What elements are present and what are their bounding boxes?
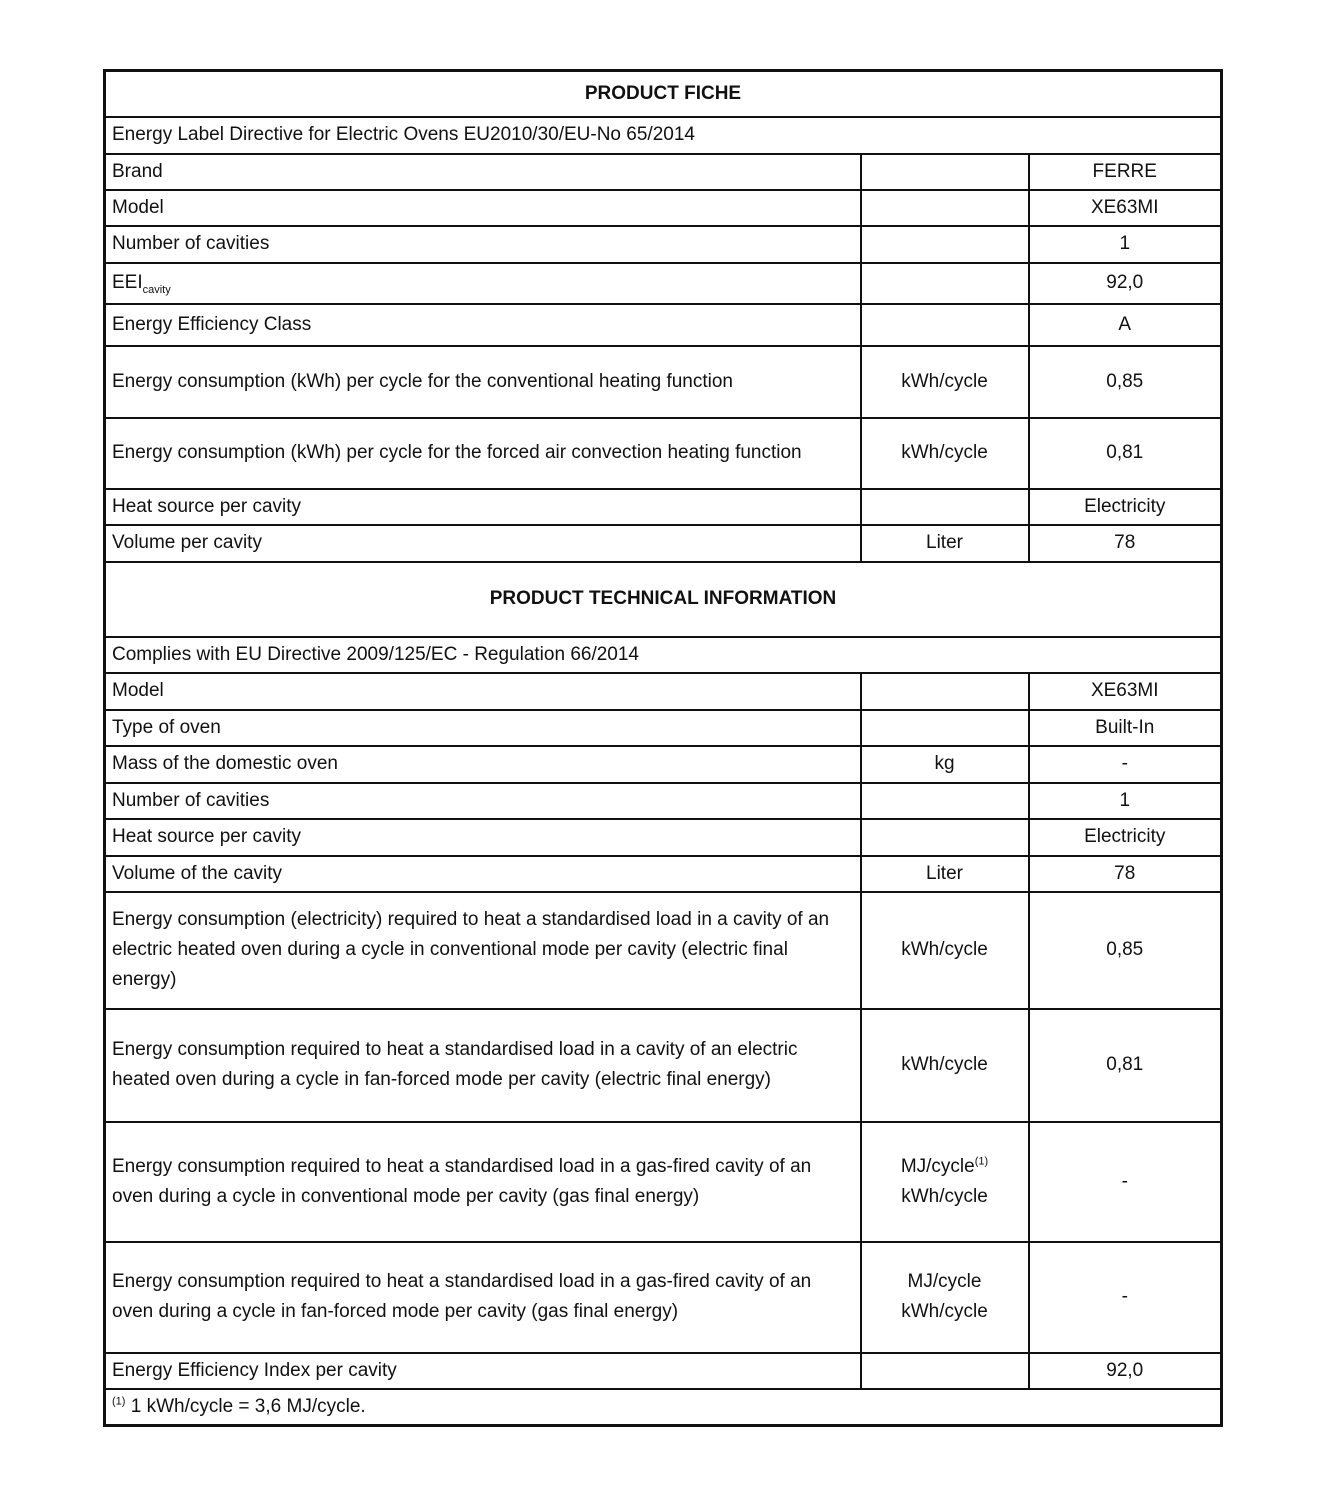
row-unit: kWh/cycle [861, 418, 1029, 489]
footnote-text: 1 kWh/cycle = 3,6 MJ/cycle. [130, 1395, 366, 1417]
table-row [105, 154, 1222, 190]
energy-label-directive: Energy Label Directive for Electric Ovens EU2010/30/EU-No 65/2014 [105, 117, 1222, 154]
row-label: Volume of the cavity [105, 856, 861, 892]
table-row [105, 1353, 1222, 1389]
table-row [105, 346, 1222, 418]
row-label: Model [105, 190, 861, 226]
row-unit [861, 783, 1029, 819]
row-unit: kWh/cycle [861, 1009, 1029, 1122]
row-unit [861, 673, 1029, 710]
table-row [105, 819, 1222, 856]
row-label: Model [105, 673, 861, 710]
row-value: - [1029, 746, 1222, 783]
row-value: 0,85 [1029, 346, 1222, 418]
footnote-ref: (1) [974, 1155, 989, 1168]
table-row [105, 226, 1222, 263]
table-row [105, 1242, 1222, 1353]
row-unit [861, 1122, 1029, 1242]
table-row [105, 190, 1222, 226]
eei-label: EEI [112, 272, 143, 293]
product-fiche-table [103, 69, 1223, 1427]
row-value: 1 [1029, 226, 1222, 263]
row-unit [861, 819, 1029, 856]
row-unit [861, 190, 1029, 226]
row-unit: Liter [861, 525, 1029, 562]
table-row [105, 783, 1222, 819]
unit-mj: MJ/cycle [900, 1155, 975, 1177]
table-row [105, 892, 1222, 1009]
row-label: Number of cavities [105, 226, 861, 263]
row-unit [861, 710, 1029, 746]
row-value: 78 [1029, 856, 1222, 892]
row-value: 0,81 [1029, 418, 1222, 489]
row-unit [861, 263, 1029, 304]
ecodesign-directive: Complies with EU Directive 2009/125/EC - Regulation 66/2014 [105, 637, 1222, 673]
product-fiche-title: PRODUCT FICHE [105, 71, 1222, 117]
technical-information-title: PRODUCT TECHNICAL INFORMATION [105, 562, 1222, 637]
row-label [105, 263, 861, 304]
row-value: A [1029, 304, 1222, 346]
table-row [105, 673, 1222, 710]
row-label: Energy consumption (electricity) required to heat a standardised load in a cavity of an electric heated oven during a cycle in conventional mode per cavity (electric final energy) [105, 892, 861, 1009]
row-value: - [1029, 1242, 1222, 1353]
row-unit [861, 489, 1029, 525]
table-row [105, 525, 1222, 562]
row-value: 92,0 [1029, 263, 1222, 304]
row-unit: kWh/cycle [861, 892, 1029, 1009]
row-unit [861, 1353, 1029, 1389]
row-label: Energy consumption required to heat a standardised load in a gas-fired cavity of an oven during a cycle in fan-forced mode per cavity (gas final energy) [105, 1242, 861, 1353]
row-value: Built-In [1029, 710, 1222, 746]
table-row [105, 1009, 1222, 1122]
row-value: Electricity [1029, 489, 1222, 525]
unit-line-2: kWh/cycle [901, 1185, 988, 1207]
row-label: Heat source per cavity [105, 819, 861, 856]
row-label: Mass of the domestic oven [105, 746, 861, 783]
row-unit [861, 1242, 1029, 1353]
row-unit: kWh/cycle [861, 346, 1029, 418]
row-label: Type of oven [105, 710, 861, 746]
row-value: 78 [1029, 525, 1222, 562]
table-row [105, 1122, 1222, 1242]
row-value: 92,0 [1029, 1353, 1222, 1389]
row-label: Energy consumption (kWh) per cycle for the conventional heating function [105, 346, 861, 418]
row-unit [861, 226, 1029, 263]
row-unit: kg [861, 746, 1029, 783]
row-label: Energy consumption required to heat a standardised load in a cavity of an electric heated oven during a cycle in fan-forced mode per cavity (electric final energy) [105, 1009, 861, 1122]
row-label: Volume per cavity [105, 525, 861, 562]
row-value: FERRE [1029, 154, 1222, 190]
table-row [105, 304, 1222, 346]
footnote [105, 1389, 1222, 1426]
row-value: 0,85 [1029, 892, 1222, 1009]
unit-line-1 [868, 1152, 1022, 1182]
table-row [105, 746, 1222, 783]
table-row [105, 489, 1222, 525]
row-value: - [1029, 1122, 1222, 1242]
row-unit [861, 304, 1029, 346]
row-value: Electricity [1029, 819, 1222, 856]
row-unit: Liter [861, 856, 1029, 892]
table-row [105, 263, 1222, 304]
row-label: Brand [105, 154, 861, 190]
unit-line-1: MJ/cycle [907, 1271, 982, 1292]
row-value: XE63MI [1029, 190, 1222, 226]
row-value: 1 [1029, 783, 1222, 819]
row-label: Heat source per cavity [105, 489, 861, 525]
eei-subscript: cavity [142, 283, 171, 296]
row-unit [861, 154, 1029, 190]
unit-line-2: kWh/cycle [901, 1301, 988, 1322]
table-row [105, 710, 1222, 746]
row-label: Energy Efficiency Index per cavity [105, 1353, 861, 1389]
row-value: XE63MI [1029, 673, 1222, 710]
row-label: Energy consumption required to heat a standardised load in a gas-fired cavity of an oven during a cycle in conventional mode per cavity (gas final energy) [105, 1122, 861, 1242]
row-label: Number of cavities [105, 783, 861, 819]
row-label: Energy Efficiency Class [105, 304, 861, 346]
footnote-marker: (1) [112, 1395, 126, 1408]
row-label: Energy consumption (kWh) per cycle for the forced air convection heating function [105, 418, 861, 489]
table-row [105, 418, 1222, 489]
row-value: 0,81 [1029, 1009, 1222, 1122]
table-row [105, 856, 1222, 892]
